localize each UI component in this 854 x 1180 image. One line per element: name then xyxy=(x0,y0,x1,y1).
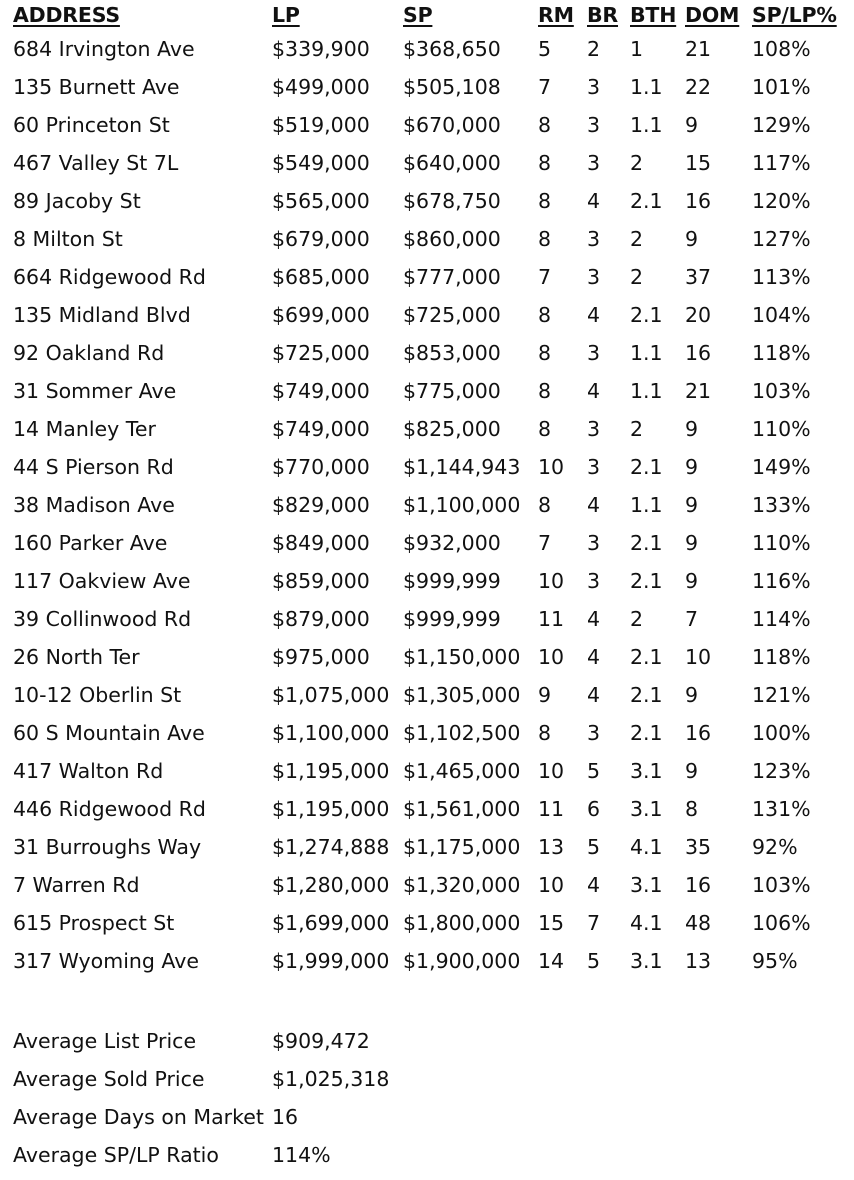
summary-label: Average List Price xyxy=(13,1029,197,1053)
cell-baths: 3.1 xyxy=(630,873,663,897)
cell-list-price: $975,000 xyxy=(272,645,370,669)
cell-list-price: $1,195,000 xyxy=(272,797,390,821)
cell-list-price: $519,000 xyxy=(272,113,370,137)
cell-list-price: $749,000 xyxy=(272,417,370,441)
cell-bedrooms: 3 xyxy=(587,265,601,289)
cell-address: 44 S Pierson Rd xyxy=(13,455,174,479)
summary-value: 16 xyxy=(272,1105,299,1129)
cell-address: 7 Warren Rd xyxy=(13,873,140,897)
cell-baths: 2 xyxy=(630,227,644,251)
cell-baths: 3.1 xyxy=(630,759,663,783)
cell-baths: 1.1 xyxy=(630,341,663,365)
cell-sold-price: $860,000 xyxy=(403,227,501,251)
cell-list-price: $1,195,000 xyxy=(272,759,390,783)
cell-baths: 4.1 xyxy=(630,911,663,935)
cell-sold-price: $775,000 xyxy=(403,379,501,403)
cell-bedrooms: 3 xyxy=(587,531,601,555)
header-rooms: RM xyxy=(538,3,574,27)
cell-sold-price: $853,000 xyxy=(403,341,501,365)
cell-days-on-market: 16 xyxy=(685,873,712,897)
cell-days-on-market: 16 xyxy=(685,341,712,365)
cell-list-price: $829,000 xyxy=(272,493,370,517)
cell-baths: 2.1 xyxy=(630,645,663,669)
cell-baths: 2.1 xyxy=(630,303,663,327)
cell-address: 39 Collinwood Rd xyxy=(13,607,192,631)
cell-address: 14 Manley Ter xyxy=(13,417,156,441)
cell-bedrooms: 3 xyxy=(587,113,601,137)
cell-list-price: $1,100,000 xyxy=(272,721,390,745)
cell-bedrooms: 4 xyxy=(587,303,601,327)
cell-days-on-market: 9 xyxy=(685,227,699,251)
cell-baths: 3.1 xyxy=(630,949,663,973)
cell-sold-price: $932,000 xyxy=(403,531,501,555)
cell-bedrooms: 4 xyxy=(587,645,601,669)
cell-rooms: 10 xyxy=(538,759,565,783)
cell-bedrooms: 3 xyxy=(587,151,601,175)
cell-list-price: $699,000 xyxy=(272,303,370,327)
cell-sp-lp-ratio: 123% xyxy=(752,759,811,783)
cell-bedrooms: 4 xyxy=(587,189,601,213)
cell-days-on-market: 8 xyxy=(685,797,699,821)
cell-sp-lp-ratio: 103% xyxy=(752,873,811,897)
cell-sold-price: $368,650 xyxy=(403,37,501,61)
cell-rooms: 8 xyxy=(538,189,552,213)
cell-rooms: 8 xyxy=(538,379,552,403)
cell-list-price: $1,280,000 xyxy=(272,873,390,897)
cell-sold-price: $999,999 xyxy=(403,607,501,631)
cell-rooms: 8 xyxy=(538,341,552,365)
cell-rooms: 10 xyxy=(538,645,565,669)
cell-address: 135 Midland Blvd xyxy=(13,303,191,327)
cell-sp-lp-ratio: 118% xyxy=(752,341,811,365)
cell-sp-lp-ratio: 106% xyxy=(752,911,811,935)
cell-list-price: $725,000 xyxy=(272,341,370,365)
cell-sp-lp-ratio: 129% xyxy=(752,113,811,137)
cell-days-on-market: 9 xyxy=(685,759,699,783)
cell-days-on-market: 20 xyxy=(685,303,712,327)
cell-baths: 2.1 xyxy=(630,455,663,479)
cell-days-on-market: 22 xyxy=(685,75,712,99)
cell-baths: 1.1 xyxy=(630,379,663,403)
cell-sold-price: $1,102,500 xyxy=(403,721,521,745)
cell-list-price: $339,900 xyxy=(272,37,370,61)
cell-address: 446 Ridgewood Rd xyxy=(13,797,206,821)
header-list-price: LP xyxy=(272,3,300,27)
cell-sp-lp-ratio: 92% xyxy=(752,835,798,859)
cell-sold-price: $1,800,000 xyxy=(403,911,521,935)
header-address: ADDRESS xyxy=(13,3,120,27)
cell-sp-lp-ratio: 108% xyxy=(752,37,811,61)
cell-list-price: $1,274,888 xyxy=(272,835,390,859)
cell-bedrooms: 3 xyxy=(587,341,601,365)
cell-sp-lp-ratio: 120% xyxy=(752,189,811,213)
cell-days-on-market: 21 xyxy=(685,37,712,61)
cell-days-on-market: 13 xyxy=(685,949,712,973)
cell-address: 317 Wyoming Ave xyxy=(13,949,199,973)
cell-sp-lp-ratio: 149% xyxy=(752,455,811,479)
cell-address: 684 Irvington Ave xyxy=(13,37,195,61)
cell-rooms: 14 xyxy=(538,949,565,973)
cell-days-on-market: 35 xyxy=(685,835,712,859)
cell-baths: 2 xyxy=(630,151,644,175)
cell-address: 117 Oakview Ave xyxy=(13,569,191,593)
cell-sold-price: $1,320,000 xyxy=(403,873,521,897)
summary-value: $1,025,318 xyxy=(272,1067,390,1091)
cell-baths: 2 xyxy=(630,417,644,441)
cell-rooms: 7 xyxy=(538,531,552,555)
cell-address: 160 Parker Ave xyxy=(13,531,168,555)
cell-baths: 2.1 xyxy=(630,189,663,213)
cell-sp-lp-ratio: 127% xyxy=(752,227,811,251)
cell-days-on-market: 9 xyxy=(685,493,699,517)
cell-baths: 1.1 xyxy=(630,493,663,517)
cell-days-on-market: 15 xyxy=(685,151,712,175)
cell-list-price: $565,000 xyxy=(272,189,370,213)
cell-days-on-market: 10 xyxy=(685,645,712,669)
cell-baths: 4.1 xyxy=(630,835,663,859)
cell-sp-lp-ratio: 121% xyxy=(752,683,811,707)
cell-rooms: 11 xyxy=(538,797,565,821)
cell-baths: 2 xyxy=(630,607,644,631)
cell-sold-price: $1,561,000 xyxy=(403,797,521,821)
cell-address: 26 North Ter xyxy=(13,645,140,669)
header-sold-price: SP xyxy=(403,3,433,27)
cell-rooms: 11 xyxy=(538,607,565,631)
cell-rooms: 9 xyxy=(538,683,552,707)
cell-bedrooms: 3 xyxy=(587,721,601,745)
cell-rooms: 10 xyxy=(538,873,565,897)
cell-sold-price: $670,000 xyxy=(403,113,501,137)
cell-sp-lp-ratio: 118% xyxy=(752,645,811,669)
cell-sp-lp-ratio: 104% xyxy=(752,303,811,327)
cell-bedrooms: 6 xyxy=(587,797,601,821)
cell-list-price: $749,000 xyxy=(272,379,370,403)
cell-sp-lp-ratio: 110% xyxy=(752,417,811,441)
cell-days-on-market: 9 xyxy=(685,417,699,441)
header-bedrooms: BR xyxy=(587,3,619,27)
cell-list-price: $685,000 xyxy=(272,265,370,289)
cell-sp-lp-ratio: 103% xyxy=(752,379,811,403)
cell-sp-lp-ratio: 95% xyxy=(752,949,798,973)
cell-address: 38 Madison Ave xyxy=(13,493,175,517)
cell-days-on-market: 16 xyxy=(685,721,712,745)
cell-address: 10-12 Oberlin St xyxy=(13,683,182,707)
cell-days-on-market: 21 xyxy=(685,379,712,403)
cell-list-price: $770,000 xyxy=(272,455,370,479)
cell-address: 664 Ridgewood Rd xyxy=(13,265,206,289)
cell-address: 135 Burnett Ave xyxy=(13,75,180,99)
cell-address: 467 Valley St 7L xyxy=(13,151,179,175)
cell-address: 31 Sommer Ave xyxy=(13,379,177,403)
cell-bedrooms: 3 xyxy=(587,569,601,593)
cell-sold-price: $505,108 xyxy=(403,75,501,99)
cell-rooms: 8 xyxy=(538,113,552,137)
cell-days-on-market: 48 xyxy=(685,911,712,935)
cell-bedrooms: 3 xyxy=(587,227,601,251)
cell-rooms: 8 xyxy=(538,151,552,175)
cell-days-on-market: 9 xyxy=(685,569,699,593)
summary-value: 114% xyxy=(272,1143,331,1167)
header-baths: BTH xyxy=(630,3,677,27)
cell-sp-lp-ratio: 113% xyxy=(752,265,811,289)
cell-baths: 2.1 xyxy=(630,683,663,707)
cell-days-on-market: 9 xyxy=(685,113,699,137)
cell-list-price: $679,000 xyxy=(272,227,370,251)
cell-list-price: $1,699,000 xyxy=(272,911,390,935)
cell-baths: 2 xyxy=(630,265,644,289)
cell-bedrooms: 3 xyxy=(587,75,601,99)
header-sp-lp-ratio: SP/LP% xyxy=(752,3,837,27)
cell-sold-price: $640,000 xyxy=(403,151,501,175)
cell-sold-price: $1,465,000 xyxy=(403,759,521,783)
cell-baths: 2.1 xyxy=(630,721,663,745)
cell-sp-lp-ratio: 117% xyxy=(752,151,811,175)
summary-label: Average Sold Price xyxy=(13,1067,205,1091)
cell-sp-lp-ratio: 101% xyxy=(752,75,811,99)
cell-sp-lp-ratio: 100% xyxy=(752,721,811,745)
summary-label: Average SP/LP Ratio xyxy=(13,1143,219,1167)
cell-bedrooms: 7 xyxy=(587,911,601,935)
cell-rooms: 10 xyxy=(538,455,565,479)
cell-list-price: $879,000 xyxy=(272,607,370,631)
cell-sp-lp-ratio: 133% xyxy=(752,493,811,517)
cell-rooms: 13 xyxy=(538,835,565,859)
cell-baths: 1 xyxy=(630,37,644,61)
cell-sold-price: $1,150,000 xyxy=(403,645,521,669)
cell-list-price: $849,000 xyxy=(272,531,370,555)
cell-rooms: 5 xyxy=(538,37,552,61)
cell-rooms: 7 xyxy=(538,75,552,99)
summary-label: Average Days on Market xyxy=(13,1105,264,1129)
cell-baths: 1.1 xyxy=(630,75,663,99)
cell-bedrooms: 4 xyxy=(587,607,601,631)
cell-bedrooms: 3 xyxy=(587,455,601,479)
cell-rooms: 8 xyxy=(538,493,552,517)
cell-baths: 3.1 xyxy=(630,797,663,821)
cell-sp-lp-ratio: 114% xyxy=(752,607,811,631)
cell-sp-lp-ratio: 110% xyxy=(752,531,811,555)
cell-address: 60 Princeton St xyxy=(13,113,170,137)
cell-list-price: $1,075,000 xyxy=(272,683,390,707)
cell-address: 89 Jacoby St xyxy=(13,189,141,213)
cell-sp-lp-ratio: 131% xyxy=(752,797,811,821)
cell-bedrooms: 4 xyxy=(587,493,601,517)
cell-bedrooms: 3 xyxy=(587,417,601,441)
cell-address: 92 Oakland Rd xyxy=(13,341,165,365)
cell-rooms: 8 xyxy=(538,303,552,327)
cell-days-on-market: 9 xyxy=(685,455,699,479)
cell-list-price: $549,000 xyxy=(272,151,370,175)
cell-baths: 1.1 xyxy=(630,113,663,137)
cell-bedrooms: 5 xyxy=(587,759,601,783)
cell-sold-price: $1,144,943 xyxy=(403,455,521,479)
cell-rooms: 8 xyxy=(538,227,552,251)
cell-sold-price: $825,000 xyxy=(403,417,501,441)
cell-sold-price: $1,900,000 xyxy=(403,949,521,973)
cell-rooms: 8 xyxy=(538,417,552,441)
cell-bedrooms: 4 xyxy=(587,873,601,897)
cell-list-price: $1,999,000 xyxy=(272,949,390,973)
header-days-on-market: DOM xyxy=(685,3,740,27)
cell-baths: 2.1 xyxy=(630,569,663,593)
cell-address: 60 S Mountain Ave xyxy=(13,721,205,745)
cell-days-on-market: 9 xyxy=(685,683,699,707)
cell-rooms: 10 xyxy=(538,569,565,593)
cell-sold-price: $1,175,000 xyxy=(403,835,521,859)
cell-rooms: 7 xyxy=(538,265,552,289)
cell-baths: 2.1 xyxy=(630,531,663,555)
cell-sold-price: $1,100,000 xyxy=(403,493,521,517)
cell-address: 615 Prospect St xyxy=(13,911,175,935)
cell-sold-price: $1,305,000 xyxy=(403,683,521,707)
cell-rooms: 15 xyxy=(538,911,565,935)
cell-list-price: $499,000 xyxy=(272,75,370,99)
cell-bedrooms: 5 xyxy=(587,949,601,973)
cell-list-price: $859,000 xyxy=(272,569,370,593)
cell-address: 417 Walton Rd xyxy=(13,759,164,783)
cell-bedrooms: 4 xyxy=(587,379,601,403)
cell-sold-price: $777,000 xyxy=(403,265,501,289)
cell-sp-lp-ratio: 116% xyxy=(752,569,811,593)
cell-days-on-market: 37 xyxy=(685,265,712,289)
summary-value: $909,472 xyxy=(272,1029,370,1053)
cell-address: 31 Burroughs Way xyxy=(13,835,202,859)
cell-bedrooms: 2 xyxy=(587,37,601,61)
cell-days-on-market: 16 xyxy=(685,189,712,213)
cell-sold-price: $678,750 xyxy=(403,189,501,213)
cell-address: 8 Milton St xyxy=(13,227,123,251)
cell-rooms: 8 xyxy=(538,721,552,745)
cell-days-on-market: 9 xyxy=(685,531,699,555)
cell-days-on-market: 7 xyxy=(685,607,699,631)
cell-sold-price: $999,999 xyxy=(403,569,501,593)
cell-bedrooms: 4 xyxy=(587,683,601,707)
cell-bedrooms: 5 xyxy=(587,835,601,859)
cell-sold-price: $725,000 xyxy=(403,303,501,327)
